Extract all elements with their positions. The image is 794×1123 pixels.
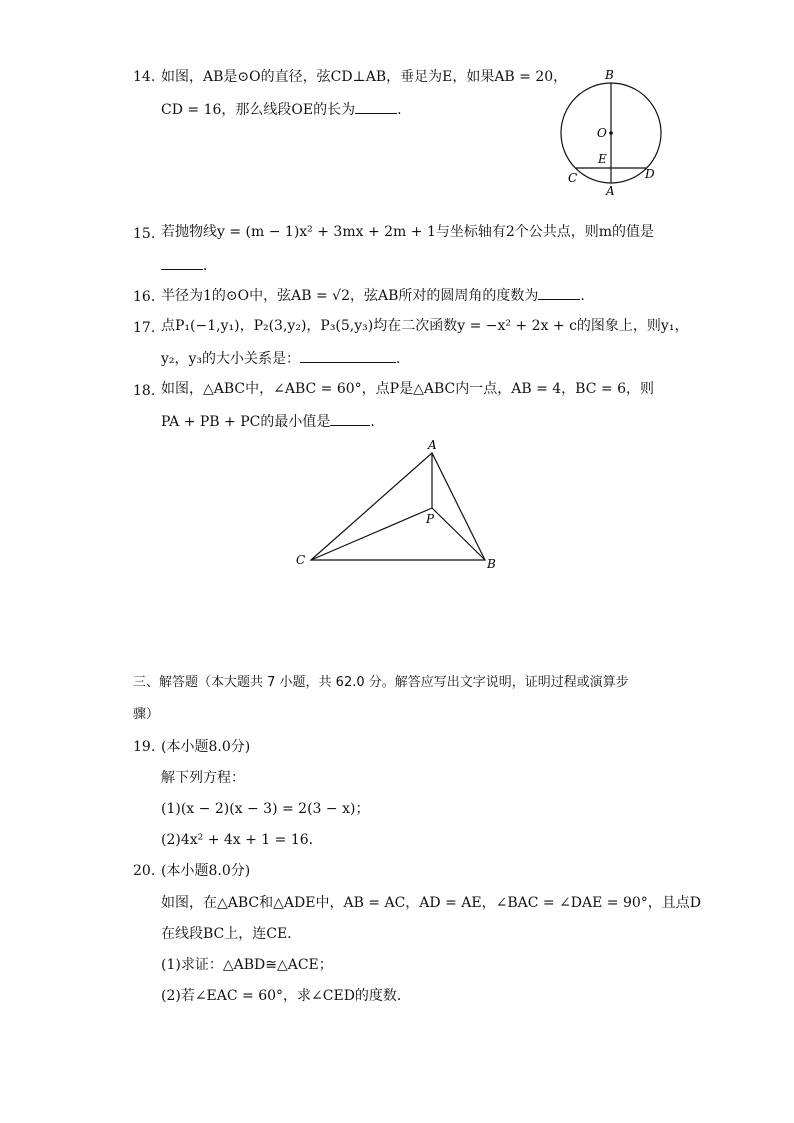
section-3-heading-cont: 骤） — [133, 707, 160, 722]
question-19-intro: 解下列方程： — [161, 770, 245, 786]
question-16-number: 16. — [133, 289, 156, 305]
question-20-line-2: 在线段BC上，连CE． — [161, 926, 302, 942]
question-17-end: ． — [396, 351, 411, 367]
answer-blank[interactable] — [330, 411, 370, 426]
question-20-points: (本小题8.0分) — [161, 863, 251, 879]
question-14-line-1: 如图，AB是⊙O的直径，弦CD⊥AB，垂足为E，如果AB = 20， — [161, 69, 568, 85]
question-18-end: ． — [370, 414, 385, 430]
circle-figure — [552, 62, 672, 200]
question-18-text: PA + PB + PC的最小值是 — [161, 414, 331, 430]
question-19-part-2: (2)4x² + 4x + 1 = 16． — [161, 832, 323, 848]
answer-blank[interactable] — [355, 99, 397, 114]
triangle-abc — [311, 453, 485, 560]
question-19-part-1: (1)(x − 2)(x − 3) = 2(3 − x)； — [161, 801, 370, 817]
question-16-line — [161, 285, 594, 306]
triangle-figure — [290, 436, 510, 576]
label-d: D — [645, 167, 655, 181]
question-18-line-1: 如图，△ABC中，∠ABC = 60°，点P是△ABC内一点，AB = 4，BC = 6，则 — [161, 381, 654, 397]
question-15-line-2 — [161, 255, 217, 276]
question-18-number: 18. — [133, 383, 156, 399]
question-17-number: 17. — [133, 320, 156, 336]
question-19-number: 19. — [133, 739, 156, 755]
question-17-line-2 — [161, 348, 410, 369]
question-16-end: ． — [580, 288, 595, 304]
question-14-text: CD = 16，那么线段OE的长为 — [161, 102, 356, 118]
center-point — [609, 131, 613, 135]
question-14-line-2 — [161, 99, 411, 120]
answer-blank[interactable] — [300, 348, 396, 363]
question-20-line-1: 如图，在△ABC和△ADE中，AB = AC，AD = AE，∠BAC = ∠DAE = 90°，且点D — [161, 895, 702, 911]
question-20-part-1: (1)求证：△ABD≅△ACE； — [161, 957, 333, 973]
label-c: C — [568, 171, 578, 185]
question-14-end: ． — [397, 102, 412, 118]
question-18-line-2 — [161, 411, 384, 432]
section-3-heading: 三、解答题（本大题共 7 小题，共 62.0 分。解答应写出文字说明，证明过程或演算步 — [133, 675, 629, 690]
label-a: A — [428, 438, 437, 452]
question-16-text: 半径为1的⊙O中，弦AB = √2，弦AB所对的圆周角的度数为 — [161, 288, 539, 304]
answer-blank[interactable] — [161, 255, 203, 270]
question-14-number: 14. — [133, 69, 156, 85]
question-17-text: y₂，y₃的大小关系是： — [161, 351, 301, 367]
question-15-line-1: 若抛物线y = (m − 1)x² + 3mx + 2m + 1与坐标轴有2个公共点，则m的值是 — [161, 224, 655, 240]
segment-pc — [311, 508, 432, 560]
question-20-number: 20. — [133, 863, 156, 879]
label-e: E — [598, 152, 607, 166]
question-15-end: ． — [203, 258, 217, 274]
question-17-line-1: 点P₁(−1,y₁)，P₂(3,y₂)，P₃(5,y₃)均在二次函数y = −x² + 2x + c的图象上，则y₁， — [161, 318, 689, 334]
label-o: O — [597, 126, 607, 140]
label-b: B — [487, 557, 496, 571]
label-a: A — [606, 184, 615, 198]
label-p: P — [426, 512, 435, 526]
segment-pb — [432, 508, 485, 560]
label-b: B — [605, 68, 614, 82]
question-15-number: 15. — [133, 226, 156, 242]
question-19-points: (本小题8.0分) — [161, 739, 251, 755]
answer-blank[interactable] — [538, 285, 580, 300]
question-20-part-2: (2)若∠EAC = 60°，求∠CED的度数． — [161, 988, 411, 1004]
label-c: C — [296, 553, 306, 567]
